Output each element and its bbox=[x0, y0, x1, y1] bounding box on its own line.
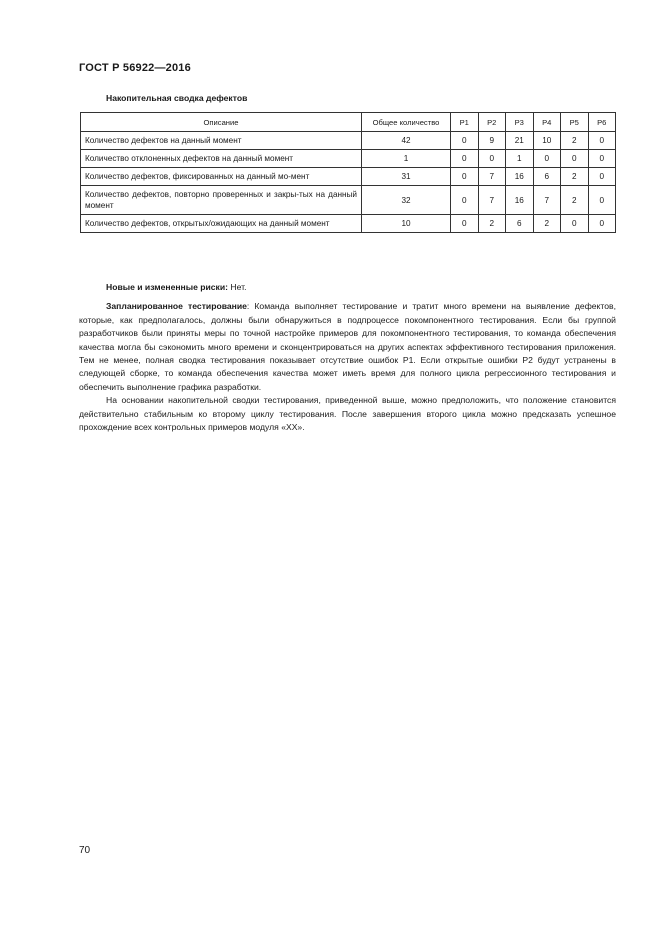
header-p6: P6 bbox=[588, 113, 616, 132]
header-total: Общее количество bbox=[362, 113, 451, 132]
cell-p4: 7 bbox=[533, 186, 561, 215]
cell-p6: 0 bbox=[588, 215, 616, 233]
cell-p6: 0 bbox=[588, 186, 616, 215]
cell-p4: 0 bbox=[533, 150, 561, 168]
header-p4: P4 bbox=[533, 113, 561, 132]
header-description: Описание bbox=[81, 113, 362, 132]
row-description: Количество дефектов, повторно проверенных и закры-тых на данный момент bbox=[81, 186, 362, 215]
cell-p1: 0 bbox=[451, 132, 479, 150]
cell-total: 42 bbox=[362, 132, 451, 150]
cell-total: 31 bbox=[362, 168, 451, 186]
table-row bbox=[81, 150, 616, 168]
cell-p2: 0 bbox=[478, 150, 506, 168]
row-description: Количество дефектов, фиксированных на данный мо-мент bbox=[81, 168, 362, 186]
cell-p1: 0 bbox=[451, 168, 479, 186]
cell-p3: 6 bbox=[506, 215, 534, 233]
defect-summary-table bbox=[80, 112, 616, 233]
table-header-row bbox=[81, 113, 616, 132]
cell-p5: 2 bbox=[561, 186, 589, 215]
cell-p5: 2 bbox=[561, 132, 589, 150]
standard-header: ГОСТ Р 56922—2016 bbox=[79, 62, 191, 74]
cell-p2: 2 bbox=[478, 215, 506, 233]
planned-testing-label: Запланированное тестирование bbox=[106, 301, 247, 312]
header-p2: P2 bbox=[478, 113, 506, 132]
cell-p6: 0 bbox=[588, 168, 616, 186]
cell-p6: 0 bbox=[588, 150, 616, 168]
cell-p4: 2 bbox=[533, 215, 561, 233]
cell-p5: 2 bbox=[561, 168, 589, 186]
cell-p5: 0 bbox=[561, 150, 589, 168]
risks-paragraph bbox=[79, 281, 616, 294]
row-description: Количество отклоненных дефектов на данный момент bbox=[81, 150, 362, 168]
body-text bbox=[79, 281, 616, 434]
section-title: Накопительная сводка дефектов bbox=[106, 93, 248, 103]
risks-label: Новые и измененные риски: bbox=[106, 282, 229, 292]
table-row bbox=[81, 132, 616, 150]
risks-text: Нет. bbox=[228, 282, 247, 292]
row-description: Количество дефектов, открытых/ожидающих на данный момент bbox=[81, 215, 362, 233]
cell-p1: 0 bbox=[451, 150, 479, 168]
cell-p5: 0 bbox=[561, 215, 589, 233]
cell-p4: 10 bbox=[533, 132, 561, 150]
cell-p3: 1 bbox=[506, 150, 534, 168]
cell-p2: 9 bbox=[478, 132, 506, 150]
table-row bbox=[81, 215, 616, 233]
header-p5: P5 bbox=[561, 113, 589, 132]
cell-p2: 7 bbox=[478, 168, 506, 186]
cell-total: 1 bbox=[362, 150, 451, 168]
page-number: 70 bbox=[79, 845, 91, 856]
row-description: Количество дефектов на данный момент bbox=[81, 132, 362, 150]
header-p1: P1 bbox=[451, 113, 479, 132]
planned-testing-text: : Команда выполняет тестирование и тратит много времени на выявление дефектов, которые, как предполагалось, должны были обнаружиться в подпроцессе покомпонентного тестирования. Если бы группой разработчиков были приняты меры по точной настройке примеров для покомпонентного тестирования, то команда обеспечения качества могла бы сэкономить много времени и сконцентрироваться на других аспектах эффективного тестирования приложения. Тем не менее, полная сводка тестирования показывает отсутствие ошибок P1. Если открытые ошибки P2 будут устранены в следующей сборке, то команда обеспечения качества может иметь время для полного цикла регрессионного тестирования и обеспечить выполнение графика разработки. bbox=[79, 301, 616, 392]
cell-p6: 0 bbox=[588, 132, 616, 150]
table-row bbox=[81, 168, 616, 186]
cell-p1: 0 bbox=[451, 215, 479, 233]
conclusion-paragraph: На основании накопительной сводки тестирования, приведенной выше, можно предположить, что положение становится действительно стабильным ко второму циклу тестирования. После завершения второго цикла можно предсказать успешное прохождение всех контрольных примеров модуля «XX». bbox=[79, 395, 616, 433]
header-p3: P3 bbox=[506, 113, 534, 132]
cell-p4: 6 bbox=[533, 168, 561, 186]
cell-p1: 0 bbox=[451, 186, 479, 215]
table-row bbox=[81, 186, 616, 215]
cell-total: 32 bbox=[362, 186, 451, 215]
cell-p3: 16 bbox=[506, 168, 534, 186]
cell-p3: 21 bbox=[506, 132, 534, 150]
planned-testing-paragraph bbox=[79, 300, 616, 394]
cell-total: 10 bbox=[362, 215, 451, 233]
cell-p3: 16 bbox=[506, 186, 534, 215]
cell-p2: 7 bbox=[478, 186, 506, 215]
